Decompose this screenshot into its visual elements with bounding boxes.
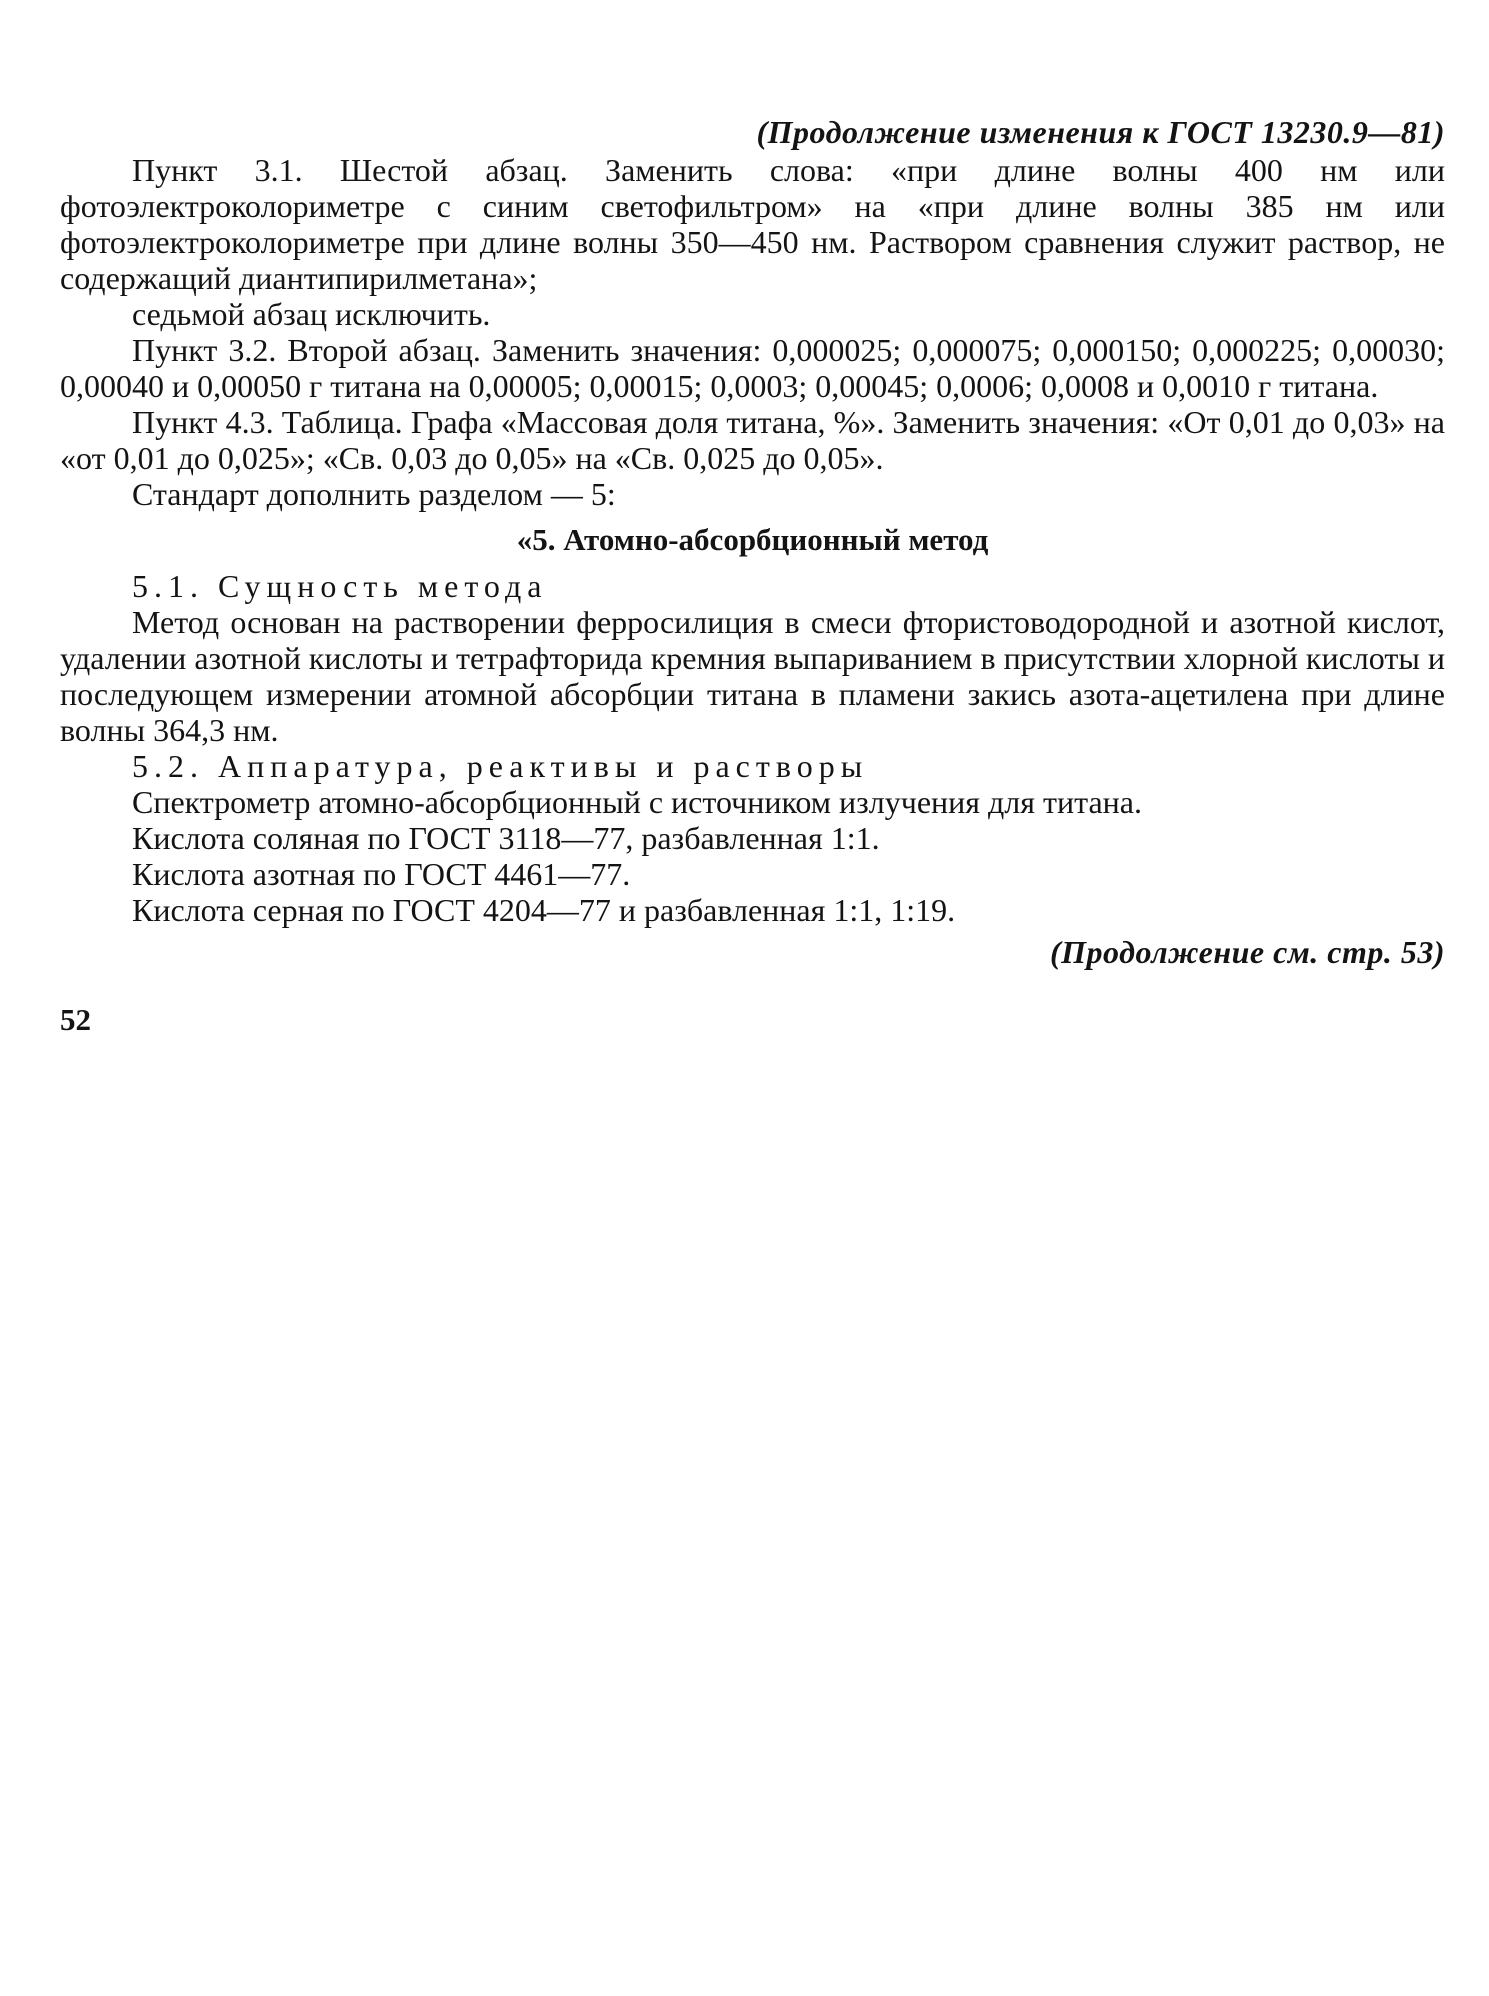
paragraph-3-2: Пункт 3.2. Второй абзац. Заменить значения: 0,000025; 0,000075; 0,000150; 0,000225; 0,00030; 0,00040 и 0,00050 г титана на 0,00005; 0,00015; 0,0003; 0,00045; 0,0006; 0,0008 и 0,0010 г титана.: [60, 332, 1445, 404]
paragraph-3-1: Пункт 3.1. Шестой абзац. Заменить слова: «при длине волны 400 нм или фотоэлектроколориметре с синим светофильтром» на «при длине волны 385 нм или фотоэлектроколориметре при длине волны 350—450 нм. Раствором сравнения служит раствор, не содержащий диантипирилметана»;: [60, 152, 1445, 296]
section-heading: «5. Атомно-абсорбционный метод: [516, 522, 989, 557]
list-item: Кислота соляная по ГОСТ 3118—77, разбавленная 1:1.: [132, 820, 880, 856]
list-item: Спектрометр атомно-абсорбционный с источником излучения для титана.: [132, 784, 1142, 820]
subsection-5-1-title: 5.1. Сущность метода: [132, 568, 548, 604]
subsection-5-1-text: Метод основан на растворении ферросилиция в смеси фтористоводородной и азотной кислот, удалении азотной кислоты и тетрафторида кремния выпариванием в присутствии хлорной кислоты и последующем измерении атомной абсорбции титана в пламени закись азота-ацетилена при длине волны 364,3 нм.: [60, 604, 1445, 748]
paragraph-4-3: Пункт 4.3. Таблица. Графа «Массовая доля титана, %». Заменить значения: «От 0,01 до 0,03» на «от 0,01 до 0,025»; «Св. 0,03 до 0,05» на «Св. 0,025 до 0,05».: [60, 404, 1445, 476]
list-item: Кислота серная по ГОСТ 4204—77 и разбавленная 1:1, 1:19.: [132, 892, 956, 928]
footer-continuation: (Продолжение см. стр. 53): [1049, 934, 1445, 970]
header-continuation: (Продолжение изменения к ГОСТ 13230.9—81): [756, 114, 1445, 150]
list-item: Кислота азотная по ГОСТ 4461—77.: [132, 856, 631, 892]
paragraph-seventh-excluded: седьмой абзац исключить.: [132, 296, 491, 332]
paragraph-add-section: Стандарт дополнить разделом — 5:: [132, 476, 616, 512]
document-page: [60, 112, 1445, 1040]
subsection-5-2-title: 5.2. Аппаратура, реактивы и растворы: [132, 748, 869, 784]
page-number: 52: [60, 1002, 91, 1037]
